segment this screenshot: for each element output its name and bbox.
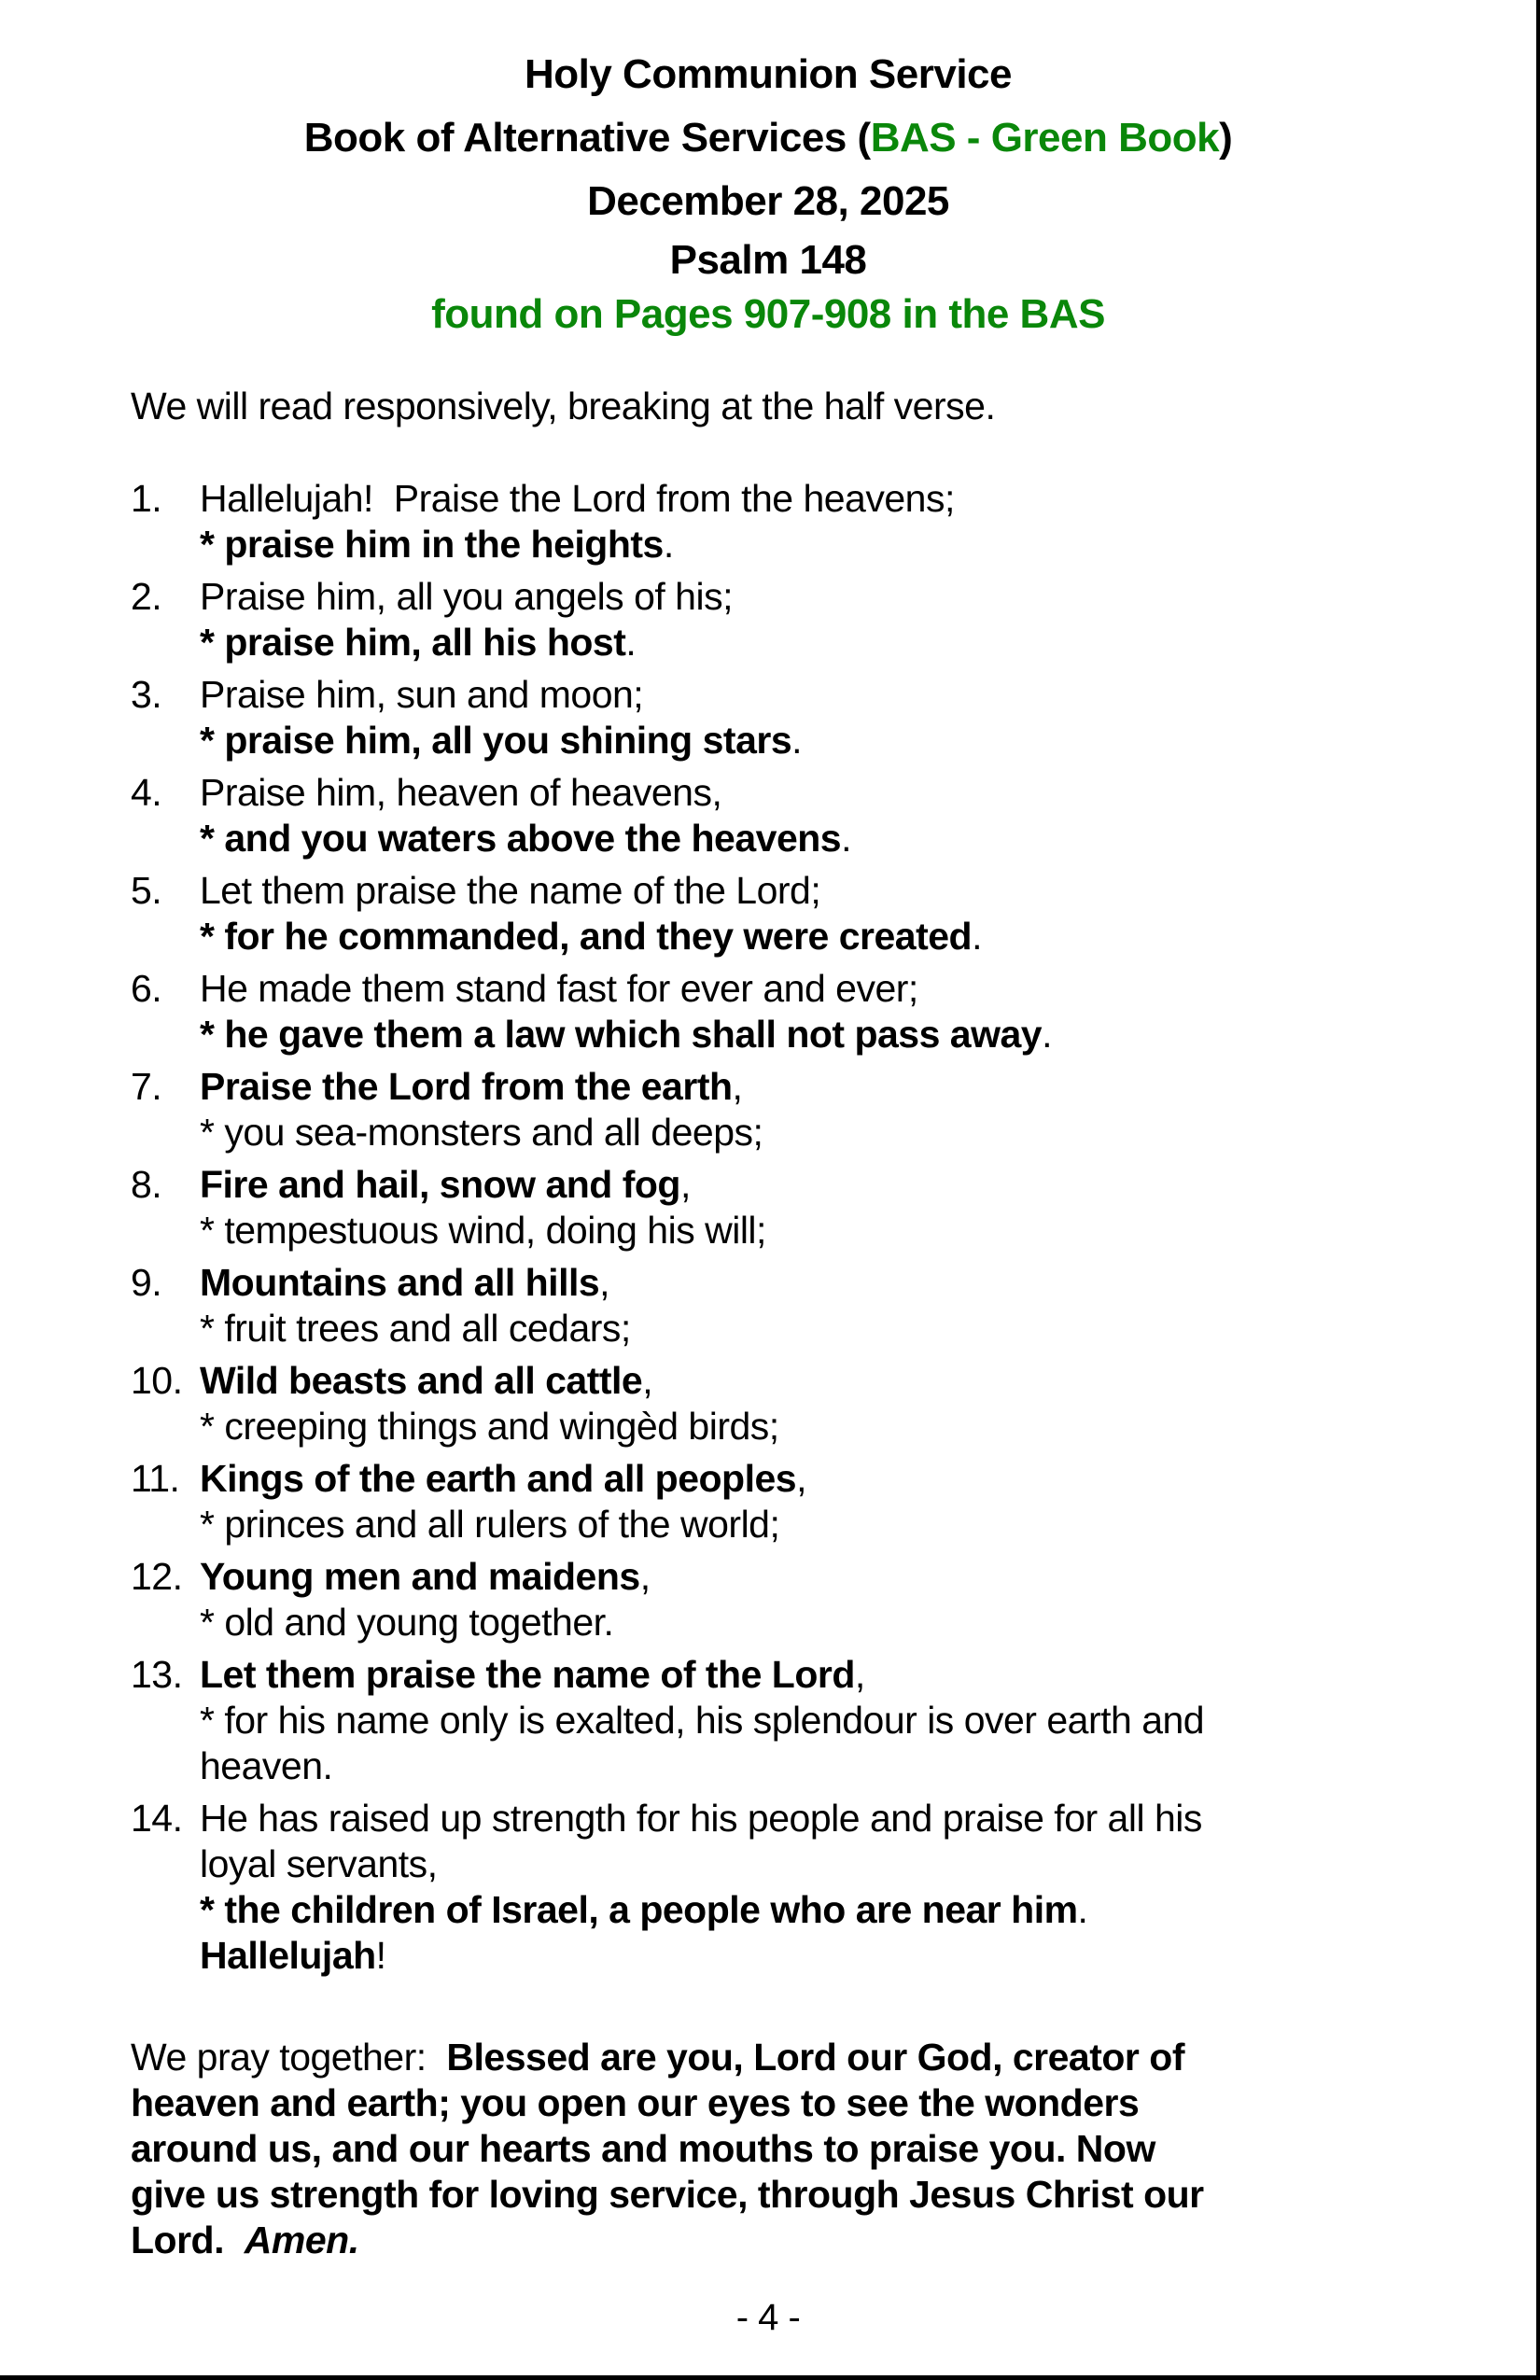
verse-line	[200, 1162, 1471, 1208]
text-segment: * you sea-monsters and all deeps;	[200, 1111, 763, 1154]
verse-line	[200, 1698, 1471, 1743]
service-book-line	[0, 106, 1536, 170]
verse-body	[200, 868, 1471, 959]
verse-number: 12.	[131, 1555, 183, 1598]
collect-prayer	[131, 2035, 1471, 2263]
verse-line	[200, 1358, 1471, 1404]
text-segment: !	[375, 1934, 386, 1977]
verse-number: 14.	[131, 1797, 183, 1840]
verse-line	[200, 718, 1471, 763]
page-footer	[0, 2263, 1536, 2340]
text-segment: Praise him, heaven of heavens,	[200, 771, 722, 814]
verse-number: 13.	[131, 1653, 183, 1696]
verse-body	[200, 574, 1471, 665]
text-segment: Fire and hail, snow and fog	[200, 1163, 680, 1206]
text-segment: Praise him, sun and moon;	[200, 673, 644, 716]
psalm-verse	[131, 476, 1471, 567]
responsive-reading-rubric: We will read responsively, breaking at the half verse.	[131, 385, 996, 427]
text-segment: * praise him, all you shining stars	[200, 719, 792, 762]
text-segment: He made them stand fast for ever and ever;	[200, 967, 918, 1010]
prayer-line	[131, 2126, 1471, 2172]
text-segment: Amen.	[244, 2219, 359, 2261]
verse-number: 1.	[131, 477, 162, 520]
verse-line	[200, 914, 1471, 959]
verse-body	[200, 1554, 1471, 1645]
psalm-verse	[131, 1796, 1471, 1979]
verse-line	[200, 672, 1471, 718]
verse-line	[200, 476, 1471, 522]
psalm-title: Psalm 148	[669, 237, 867, 283]
text-segment: Hallelujah! Praise the Lord from the heavens;	[200, 477, 955, 520]
text-segment: ,	[854, 1653, 865, 1696]
psalm-page-reference: found on Pages 907-908 in the BAS	[431, 291, 1105, 337]
verse-body	[200, 966, 1471, 1057]
verse-line	[200, 1841, 1471, 1887]
text-segment: .	[841, 817, 851, 860]
verse-line	[200, 620, 1471, 665]
text-segment: * old and young together.	[200, 1601, 614, 1644]
text-segment: * praise him, all his host	[200, 621, 626, 664]
verse-body	[200, 1162, 1471, 1253]
verse-body	[200, 476, 1471, 567]
verse-line	[200, 1502, 1471, 1547]
text-segment: ,	[599, 1261, 610, 1304]
verse-number: 11.	[131, 1457, 180, 1500]
verse-number: 6.	[131, 967, 162, 1010]
text-segment: ,	[732, 1065, 743, 1108]
text-segment: Mountains and all hills	[200, 1261, 600, 1304]
verse-body	[200, 1260, 1471, 1351]
verse-line	[200, 574, 1471, 620]
text-segment: .	[625, 621, 637, 664]
verse-body	[200, 1796, 1471, 1979]
verse-line	[200, 770, 1471, 816]
text-segment: * the children of Israel, a people who are near him	[200, 1888, 1078, 1931]
psalm-verse	[131, 1456, 1471, 1547]
text-segment: .	[663, 523, 674, 566]
text-segment: * creeping things and wingèd birds;	[200, 1405, 779, 1448]
verse-number: 2.	[131, 575, 162, 618]
text-segment: Let them praise the name of the Lord	[200, 1653, 855, 1696]
prayer-line	[131, 2035, 1471, 2080]
psalm-verse	[131, 672, 1471, 763]
text-segment: * for his name only is exalted, his splendour is over earth and	[200, 1699, 1205, 1742]
text-segment: * tempestuous wind, doing his will;	[200, 1209, 766, 1252]
verse-number: 9.	[131, 1261, 162, 1304]
verse-number: 3.	[131, 673, 162, 716]
text-segment: heaven and earth; you open our eyes to see the wonders	[131, 2081, 1140, 2124]
text-segment: heaven.	[200, 1744, 333, 1787]
book-title-highlight: BAS - Green Book	[870, 115, 1220, 161]
text-segment: We pray together:	[131, 2036, 447, 2079]
page-header	[0, 0, 1536, 342]
verse-line	[200, 1260, 1471, 1306]
service-title: Holy Communion Service	[524, 51, 1012, 97]
text-segment: Let them praise the name of the Lord;	[200, 869, 821, 912]
text-segment: ,	[642, 1359, 653, 1402]
verse-line	[200, 868, 1471, 914]
verse-body	[200, 1358, 1471, 1449]
text-segment: .	[791, 719, 803, 762]
prayer-line	[131, 2218, 1471, 2263]
verse-line	[200, 816, 1471, 861]
page-number: - 4 -	[735, 2297, 801, 2338]
verse-line	[200, 1064, 1471, 1110]
text-segment: Praise him, all you angels of his;	[200, 575, 733, 618]
verse-line	[200, 1456, 1471, 1502]
text-segment: loyal servants,	[200, 1842, 438, 1885]
prayer-line	[131, 2080, 1471, 2126]
text-segment: Kings of the earth and all peoples	[200, 1457, 797, 1500]
text-segment: * and you waters above the heavens	[200, 817, 842, 860]
verse-line	[200, 1208, 1471, 1253]
text-segment: He has raised up strength for his people and praise for all his	[200, 1797, 1202, 1840]
text-segment: Young men and maidens	[200, 1555, 640, 1598]
verse-body	[200, 1456, 1471, 1547]
text-segment: ,	[796, 1457, 807, 1500]
text-segment: around us, and our hearts and mouths to praise you. Now	[131, 2127, 1155, 2170]
text-segment: ,	[679, 1163, 691, 1206]
verse-line	[200, 1404, 1471, 1449]
verse-line	[200, 1012, 1471, 1057]
text-segment: .	[1077, 1888, 1088, 1931]
text-segment: * princes and all rulers of the world;	[200, 1503, 780, 1546]
psalm-verse	[131, 1358, 1471, 1449]
text-segment	[224, 2219, 245, 2261]
text-segment: * fruit trees and all cedars;	[200, 1307, 631, 1350]
text-segment: .	[1042, 1013, 1053, 1056]
verse-line	[200, 1554, 1471, 1600]
text-segment: Hallelujah	[200, 1934, 376, 1977]
psalm-verse	[131, 770, 1471, 861]
text-segment: * he gave them a law which shall not pass away	[200, 1013, 1043, 1056]
verse-number: 5.	[131, 869, 162, 912]
verse-line	[200, 1652, 1471, 1698]
verse-line	[200, 1933, 1471, 1979]
verse-body	[200, 1064, 1471, 1155]
book-title-prefix: Book of Alternative Services (	[303, 115, 871, 161]
service-date: December 28, 2025	[587, 178, 949, 224]
psalm-verse	[131, 1554, 1471, 1645]
verse-number: 7.	[131, 1065, 162, 1108]
text-segment: .	[972, 915, 982, 958]
psalm-verse	[131, 966, 1471, 1057]
psalm-section	[0, 383, 1536, 2263]
psalm-verse	[131, 1652, 1471, 1789]
verse-body	[200, 770, 1471, 861]
text-segment: Wild beasts and all cattle	[200, 1359, 643, 1402]
psalm-verse	[131, 1064, 1471, 1155]
text-segment: * praise him in the heights	[200, 523, 664, 566]
verse-line	[200, 1887, 1471, 1933]
text-segment: Praise the Lord from the earth	[200, 1065, 733, 1108]
verse-line	[200, 1110, 1471, 1155]
verse-line	[200, 522, 1471, 567]
verse-body	[200, 1652, 1471, 1789]
psalm-verse	[131, 868, 1471, 959]
psalm-verse	[131, 1260, 1471, 1351]
verse-body	[200, 672, 1471, 763]
psalm-verses	[131, 476, 1471, 1979]
text-segment: * for he commanded, and they were created	[200, 915, 973, 958]
prayer-line	[131, 2172, 1471, 2218]
verse-line	[200, 1306, 1471, 1351]
psalm-verse	[131, 1162, 1471, 1253]
text-segment: Blessed are you, Lord our God, creator of	[446, 2036, 1184, 2079]
verse-line	[200, 966, 1471, 1012]
text-segment: ,	[639, 1555, 651, 1598]
psalm-verse	[131, 574, 1471, 665]
book-title-suffix: )	[1219, 115, 1233, 161]
verse-number: 8.	[131, 1163, 162, 1206]
verse-line	[200, 1600, 1471, 1645]
text-segment: give us strength for loving service, through Jesus Christ our	[131, 2173, 1204, 2216]
verse-number: 4.	[131, 771, 162, 814]
verse-line	[200, 1796, 1471, 1841]
text-segment: Lord.	[131, 2219, 224, 2261]
verse-number: 10.	[131, 1359, 183, 1402]
verse-line	[200, 1743, 1471, 1789]
